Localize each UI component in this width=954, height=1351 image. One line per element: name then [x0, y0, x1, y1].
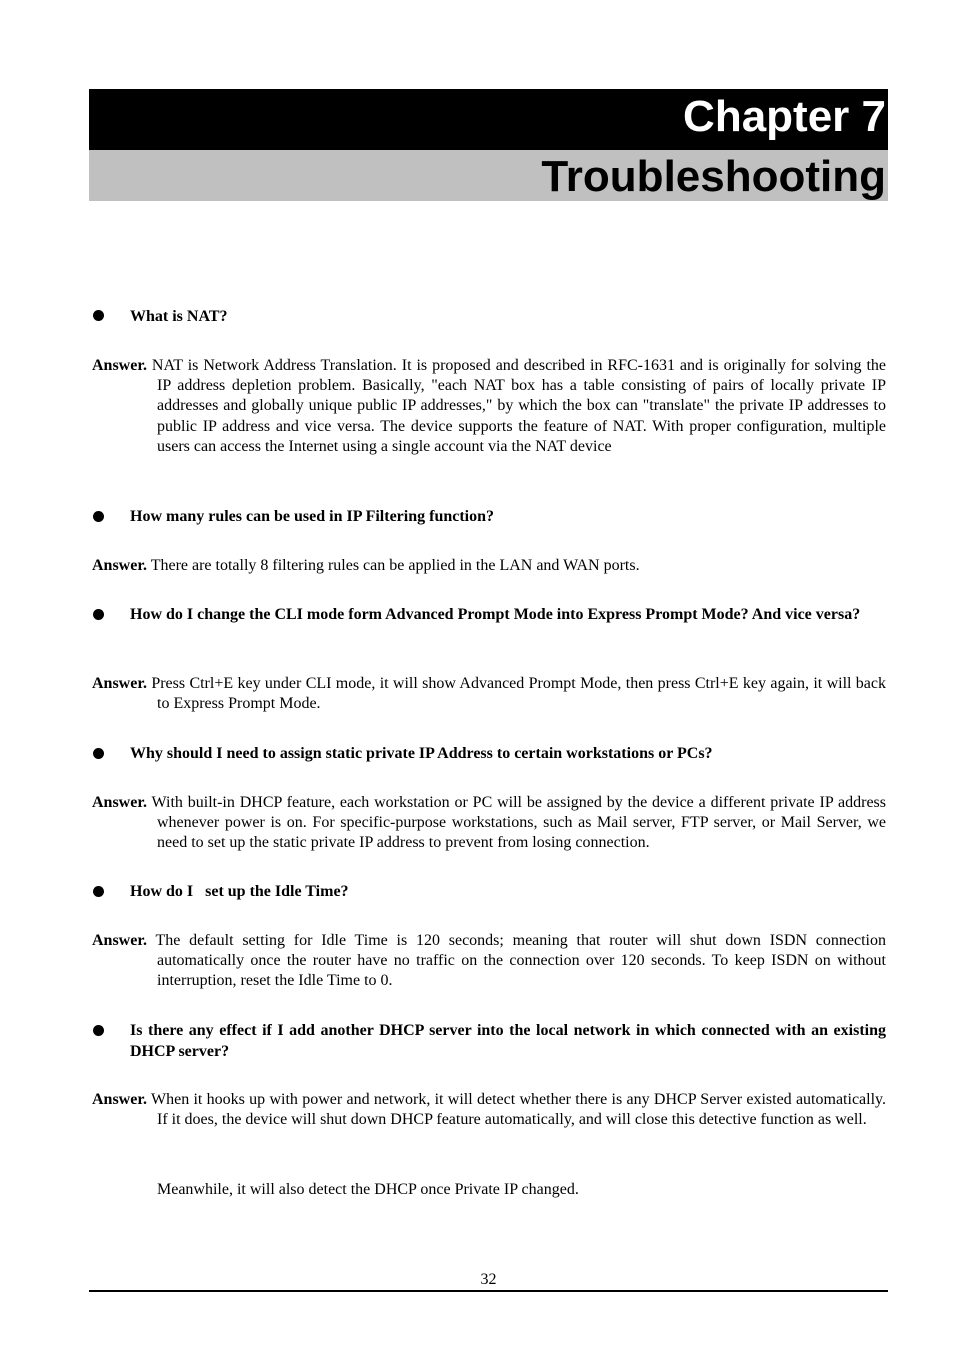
title-banner	[89, 150, 888, 201]
answer-text: There are totally 8 filtering rules can be applied in the LAN and WAN ports.	[150, 557, 640, 574]
answer-text: NAT is Network Address Translation. It is proposed and described in RFC-1631 and is originally for solving the IP address depletion problem. Basically, "each NAT box has a table consisting of pairs of locally private IP addresses and globally unique public IP addresses," by which the box can "translate" the private IP addresses to public IP address and vice versa. The device supports the feature of NAT. With proper configuration, multiple users can access the Internet using a single account via the NAT device	[151, 357, 886, 455]
page-number: 32	[480, 1271, 497, 1288]
faq-answer-6	[92, 1090, 886, 1130]
faq-question-4: Why should I need to assign static private IP Address to certain workstations or PCs?	[130, 745, 713, 762]
answer-label: Answer.	[92, 557, 147, 574]
bullet-icon	[93, 886, 104, 897]
answer-label: Answer.	[92, 794, 147, 811]
faq-question-6: Is there any effect if I add another DHCP server into the local network in which connected with an existing DHCP server?	[130, 1022, 886, 1060]
answer-text: Press Ctrl+E key under CLI mode, it will show Advanced Prompt Mode, then press Ctrl+E key again, it will back to Express Prompt Mode.	[151, 675, 886, 713]
bullet-icon	[93, 511, 104, 522]
note-text: Meanwhile, it will also detect the DHCP once Private IP changed.	[157, 1181, 579, 1198]
chapter-banner	[89, 89, 888, 150]
faq-question-5: How do I set up the Idle Time?	[130, 883, 349, 900]
faq-question-3: How do I change the CLI mode form Advanced Prompt Mode into Express Prompt Mode? And vice versa?	[130, 606, 861, 623]
footer-divider	[89, 1290, 888, 1292]
bullet-icon	[93, 609, 104, 620]
faq-question-1: What is NAT?	[130, 308, 228, 325]
faq-question-2: How many rules can be used in IP Filtering function?	[130, 508, 495, 525]
bullet-icon	[93, 1025, 104, 1036]
faq-answer-2	[92, 556, 886, 576]
answer-label: Answer.	[92, 675, 147, 692]
faq-answer-3	[92, 674, 886, 714]
answer-text: When it hooks up with power and network, it will detect whether there is any DHCP Server existed automatically. If it does, the device will shut down DHCP feature automatically, and will close this detective function as well.	[150, 1091, 886, 1129]
answer-label: Answer.	[92, 1091, 147, 1108]
answer-text: The default setting for Idle Time is 120 seconds; meaning that router will shut down ISDN connection automatically once the router have no traffic on the connection over 120 seconds. To keep ISDN on without interruption, reset the Idle Time to 0.	[155, 932, 886, 990]
faq-answer-4	[92, 793, 886, 854]
answer-label: Answer.	[92, 932, 147, 949]
answer-label: Answer.	[92, 357, 147, 374]
bullet-icon	[93, 748, 104, 759]
faq-answer-1	[92, 356, 886, 457]
answer-text: With built-in DHCP feature, each workstation or PC will be assigned by the device a different private IP address whenever power is on. For specific-purpose workstations, such as Mail server, FTP server, or Mail Server, we need to set up the static private IP address to prevent from losing connection.	[151, 794, 886, 852]
page-title: Troubleshooting	[541, 152, 886, 201]
faq-answer-5	[92, 931, 886, 992]
page-number-container	[89, 1270, 933, 1290]
bullet-icon	[93, 310, 104, 321]
chapter-label: Chapter 7	[683, 92, 886, 141]
